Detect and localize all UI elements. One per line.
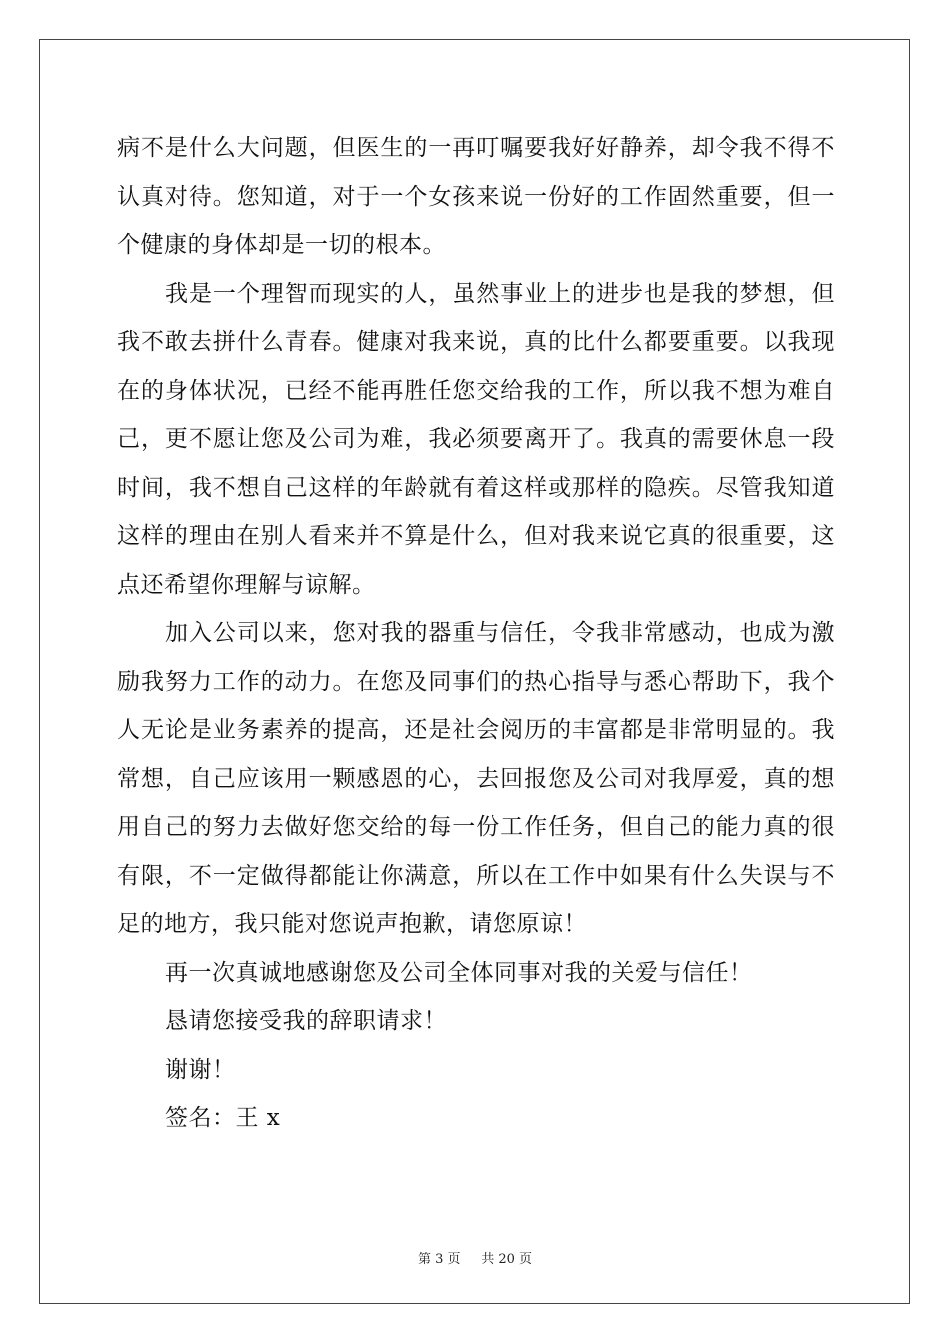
paragraph-continuation: 病不是什么大问题，但医生的一再叮嘱要我好好静养，却令我不得不认真对待。您知道，对于一个女孩来说一份好的工作固然重要，但一个健康的身体却是一切的根本。 bbox=[117, 135, 835, 258]
document-body bbox=[117, 124, 835, 1143]
paragraph-gratitude: 加入公司以来，您对我的器重与信任，令我非常感动，也成为激励我努力工作的动力。在您及同事们的热心指导与悉心帮助下，我个人无论是业务素养的提高，还是社会阅历的丰富都是非常明显的。我常想，自己应该用一颗感恩的心，去回报您及公司对我厚爱，真的想用自己的努力去做好您交给的每一份工作任务，但自己的能力真的很有限，不一定做得都能让你满意，所以在工作中如果有什么失误与不足的地方，我只能对您说声抱歉，请您原谅！ bbox=[117, 620, 835, 937]
page-total: 共 20 页 bbox=[481, 1252, 533, 1267]
closing-thank-you: 谢谢！ bbox=[165, 1056, 236, 1083]
page-footer bbox=[0, 1248, 950, 1267]
signature-line: 签名：王 x bbox=[165, 1105, 281, 1131]
page-number: 第 3 页 bbox=[417, 1252, 461, 1267]
paragraph-health-reason: 我是一个理智而现实的人，虽然事业上的进步也是我的梦想，但我不敢去拼什么青春。健康对我来说，真的比什么都要重要。以我现在的身体状况，已经不能再胜任您交给我的工作，所以我不想为难自己，更不愿让您及公司为难，我必须要离开了。我真的需要休息一段时间，我不想自己这样的年龄就有着这样或那样的隐疾。尽管我知道这样的理由在别人看来并不算是什么，但对我来说它真的很重要，这点还希望你理解与谅解。 bbox=[117, 280, 835, 598]
closing-request-line: 恳请您接受我的辞职请求！ bbox=[165, 1008, 447, 1034]
closing-thanks-line: 再一次真诚地感谢您及公司全体同事对我的关爱与信任！ bbox=[165, 959, 753, 986]
